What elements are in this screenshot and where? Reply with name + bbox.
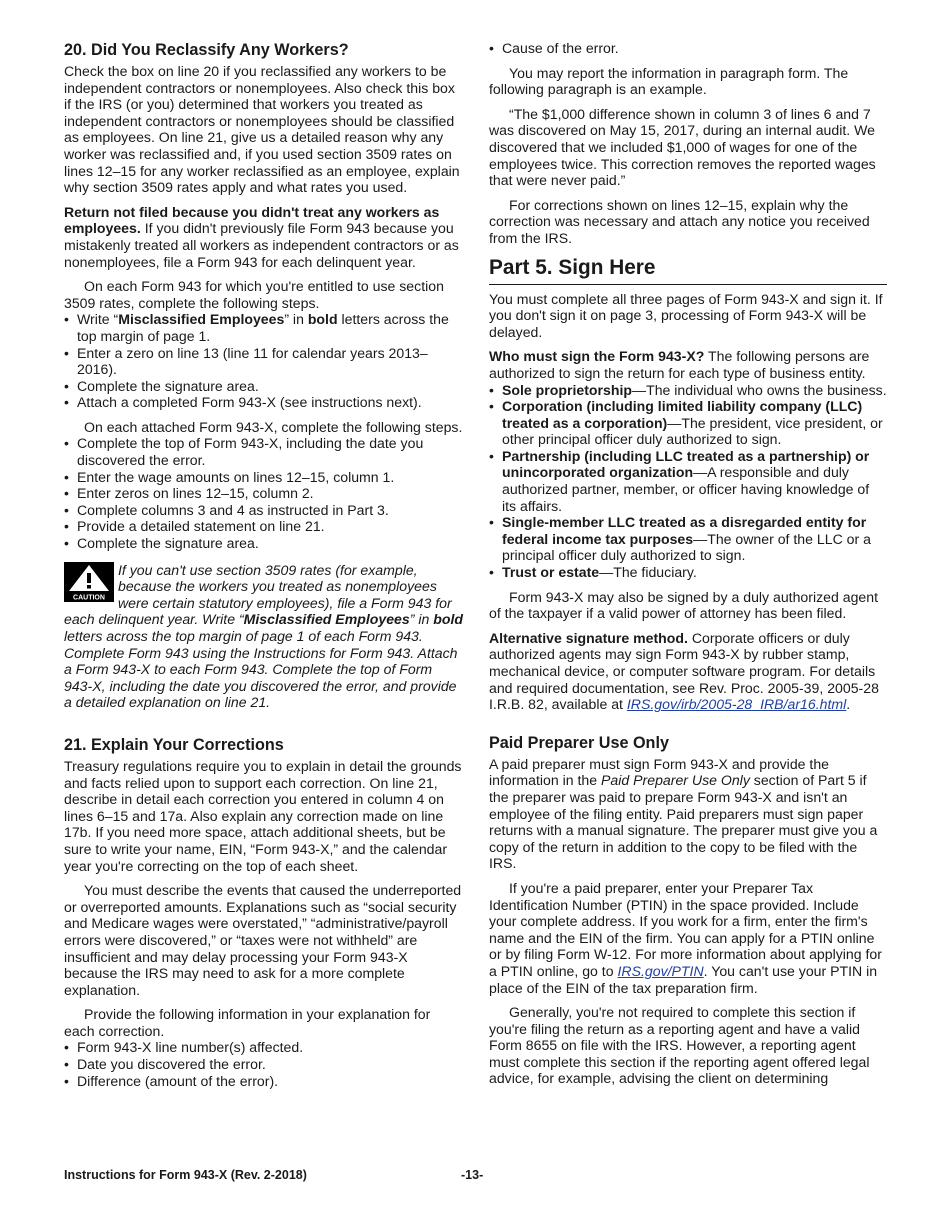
return-not-filed-lead: Return not filed because you didn't treat any workers as employees.	[64, 203, 440, 237]
list-item: • Complete the signature area.	[64, 535, 463, 552]
paid-preparer-heading: Paid Preparer Use Only	[489, 733, 669, 752]
footer-title: Instructions for Form 943-X (Rev. 2-2018)	[64, 1168, 307, 1182]
list-item: • Complete the top of Form 943-X, including the date you discovered the error.	[64, 435, 463, 468]
left-column	[64, 40, 463, 1089]
list-item: • Single-member LLC treated as a disregarded entity for federal income tax purposes—The owner of the LLC or a principal officer duly authorized to sign.	[489, 514, 887, 564]
section-21-paragraph-1: Treasury regulations require you to explain in detail the grounds and facts relied upon to support each correction. On line 21, describe in detail each correction you entered in column 4 on lines 6–15 and 17a. Also explain any correction made on line 17b. If you need more space, attach additional sheets, but be sure to write your name, EIN, “Form 943-X,” and the calendar year you're correcting on the top of each sheet.	[64, 757, 462, 874]
list-item: • Complete columns 3 and 4 as instructed in Part 3.	[64, 502, 463, 519]
caution-label: CAUTION	[73, 594, 105, 602]
list-item: • Partnership (including LLC treated as a partnership) or unincorporated organization—A responsible and duly authorized partner, member, or officer having knowledge of its affairs.	[489, 448, 887, 514]
list-item: • Sole proprietorship—The individual who owns the business.	[489, 382, 887, 399]
return-not-filed-paragraph: Return not filed because you didn't treat any workers as employees. If you didn't previously file Form 943 because you mistakenly treated all workers as independent contractors or as nonemployees, file a Form 943 for each delinquent year.	[64, 203, 459, 270]
paid-preparer-paragraph-1: A paid preparer must sign Form 943-X and provide the information in the Paid Preparer Use Only section of Part 5 if the preparer was paid to prepare Form 943-X and isn't an employee of the filing entity. Paid preparers must sign paper returns with a manual signature. The preparer must give you a copy of the return in addition to the copy to be filed with the IRS.	[489, 755, 878, 872]
section-21-heading: 21. Explain Your Corrections	[64, 735, 284, 754]
power-of-attorney-paragraph: Form 943-X may also be signed by a duly authorized agent of the taxpayer if a valid power of attorney has been filed.	[489, 588, 878, 622]
form943x-steps-intro: On each attached Form 943-X, complete the following steps.	[84, 418, 463, 435]
list-item: • Cause of the error.	[489, 40, 887, 57]
irb-link[interactable]: IRS.gov/irb/2005-28_IRB/ar16.html	[626, 696, 847, 713]
ptin-link[interactable]: IRS.gov/PTIN	[617, 962, 704, 979]
sign-requirement-paragraph: You must complete all three pages of Form 943-X and sign it. If you don't sign it on page 3, processing of Form 943-X will be delayed.	[489, 290, 883, 340]
form943x-steps-list	[64, 435, 463, 551]
right-column	[489, 40, 887, 1087]
section-21-paragraph-3: Provide the following information in your explanation for each correction.	[64, 1006, 431, 1039]
list-item: • Provide a detailed statement on line 21.	[64, 518, 463, 535]
form943-steps-list	[64, 311, 463, 411]
section-21-paragraph-2: You must describe the events that caused the underreported or overreported amounts. Explanations such as “social security and Medicare wages were overstated,” “administrative/payroll errors were discovered,” or “taxes were not withheld” are insufficient and may delay processing your Form 943-X because the IRS may need to ask for a more complete explanation.	[64, 882, 462, 998]
section-20-paragraph: Check the box on line 20 if you reclassified any workers to be independent contractors or nonemployees. Also check this box if the IRS (or you) determined that workers you treated as independent contractors or nonemployees should be classified as employees. On line 21, give us a detailed reason why any worker was reclassified and, if you used section 3509 rates on lines 12–15 for any worker reclassified as an employee, explain why section 3509 rates apply and what rates you used.	[64, 63, 460, 196]
lines-12-15-note: For corrections shown on lines 12–15, explain why the correction was necessary and attach any notice you received from the IRS.	[489, 196, 870, 246]
list-item: • Form 943-X line number(s) affected.	[64, 1039, 463, 1056]
footer-page-number: -13-	[461, 1168, 484, 1182]
explanation-info-list	[64, 1039, 463, 1089]
list-item: • Enter zeros on lines 12–15, column 2.	[64, 485, 463, 502]
who-must-sign-paragraph: Who must sign the Form 943-X? The following persons are authorized to sign the return for each type of business entity.	[489, 348, 870, 381]
paid-preparer-paragraph-2: If you're a paid preparer, enter your Preparer Tax Identification Number (PTIN) in the space provided. Include your complete address. If you work for a firm, enter the firm's name and the EIN of the firm. You can apply for a PTIN online or by filing Form W-12. For more information about applying for a PTIN online, go to IRS.gov/PTIN. You can't use your PTIN in place of the EIN of the tax preparation firm.	[489, 879, 882, 996]
list-item: • Write “Misclassified Employees” in bold letters across the top margin of page 1.	[64, 311, 463, 344]
section-20-heading: 20. Did You Reclassify Any Workers?	[64, 41, 349, 59]
form943-steps-intro: On each Form 943 for which you're entitled to use section 3509 rates, complete the following steps.	[64, 278, 444, 311]
list-item: • Complete the signature area.	[64, 378, 463, 395]
list-item: • Corporation (including limited liability company (LLC) treated as a corporation)—The president, vice president, or other principal officer duly authorized to sign.	[489, 398, 887, 448]
alternative-signature-paragraph: Alternative signature method. Corporate officers or duly authorized agents may sign Form 943-X by rubber stamp, mechanical device, or computer software program. For details and required documentation, see Rev. Proc. 2005-39, 2005-28 I.R.B. 82, available at IRS.gov/irb/2005-28_IRB/ar16.html.	[489, 629, 879, 713]
part-5-heading: Part 5. Sign Here	[489, 255, 887, 285]
list-item: • Enter the wage amounts on lines 12–15, column 1.	[64, 469, 463, 486]
list-item: • Attach a completed Form 943-X (see instructions next).	[64, 394, 463, 411]
caution-icon	[64, 562, 114, 602]
caution-note: CAUTION If you can't use section 3509 rates (for example, because the workers you treated as nonemployees were certain statutory employees), file a Form 943 for each delinquent year. Write “Misclassified Employees” in bold letters across the top margin of page 1 of each Form 943. Complete Form 943 using the Instructions for Form 943. Attach a Form 943-X to each Form 943. Complete the top of Form 943-X, including the date you discovered the error, and provide a detailed explanation on line 21.	[64, 561, 463, 711]
list-item: • Difference (amount of the error).	[64, 1073, 463, 1090]
example-paragraph: “The $1,000 difference shown in column 3 of lines 6 and 7 was discovered on May 15, 2017, during an internal audit. We discovered that we included $1,000 of wages for one of the employees twice. This correction removes the reported wages that were never paid.”	[489, 105, 876, 189]
signers-list	[489, 382, 887, 581]
list-item: • Enter a zero on line 13 (line 11 for calendar years 2013–2016).	[64, 345, 463, 378]
paid-preparer-paragraph-3: Generally, you're not required to complete this section if you're filing the return as a reporting agent and have a valid Form 8655 on file with the IRS. However, a reporting agent must complete this section if the reporting agent offered legal advice, for example, advising the client on determining	[489, 1004, 870, 1087]
list-item: • Trust or estate—The fiduciary.	[489, 564, 887, 581]
paragraph-form-note: You may report the information in paragraph form. The following paragraph is an example.	[489, 64, 849, 98]
cause-list	[489, 40, 887, 57]
list-item: • Date you discovered the error.	[64, 1056, 463, 1073]
